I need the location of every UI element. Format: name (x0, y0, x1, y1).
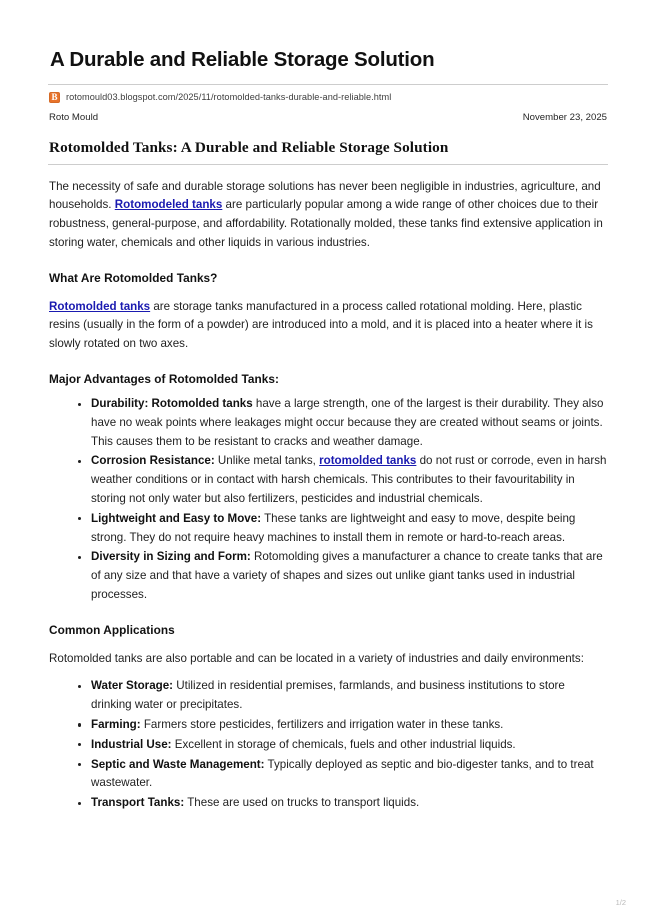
section-heading-advantages: Major Advantages of Rotomolded Tanks: (49, 372, 279, 387)
list-item-description-after-link: do not rust or corrode, even in harsh weather conditions or in contact with harsh chemicals. This contributes to their favouritability in storing not only water but also fertilizers, pesticides and industrial chemicals. (91, 454, 607, 505)
advantages-list (48, 395, 608, 605)
list-item (78, 677, 608, 715)
applications-list (48, 677, 608, 812)
list-item-term: Lightweight and Easy to Move: (91, 511, 262, 525)
section-heading-applications: Common Applications (49, 622, 175, 637)
intro-text-before-link: The necessity of safe and durable storage solutions has never been negligible in industries, agriculture, and households. (49, 179, 601, 212)
list-item-term: Corrosion Resistance: (91, 454, 215, 468)
list-item (78, 736, 608, 755)
list-item-description: Utilized in residential premises, farmlands, and business institutions to store drinking water or precipitates. (91, 679, 565, 712)
list-item (78, 794, 608, 813)
list-item-description: Typically deployed as septic and bio-digester tanks, and to treat wastewater. (91, 757, 594, 790)
what-are-text-after-link: are storage tanks manufactured in a process called rotational molding. Here, plastic resins (usually in the form of a powder) are introduced into a mold, and it is placed into a heater where it is slowly rotated on two axes. (49, 299, 593, 351)
list-item (78, 756, 608, 794)
list-item (78, 716, 608, 735)
list-item-description: Rotomolding gives a manufacturer a chance to create tanks that are of any size and that have a variety of shapes and sizes out unlike giant tanks used in industrial processes. (91, 550, 603, 601)
article-divider (48, 164, 608, 165)
list-item (78, 548, 608, 604)
article-body (48, 139, 608, 813)
article-heading: Rotomolded Tanks: A Durable and Reliable Storage Solution (49, 138, 449, 156)
list-item (78, 395, 608, 451)
list-item-term: Industrial Use: (91, 737, 172, 751)
byline-author: Roto Mould (49, 111, 99, 123)
intro-paragraph (49, 178, 607, 253)
list-item-term: Diversity in Sizing and Form: (91, 550, 251, 564)
rotomolded-tanks-link-corrosion[interactable]: rotomolded tanks (319, 454, 417, 468)
page-number: 1/2 (615, 898, 626, 907)
list-item-term: Water Storage: (91, 679, 174, 693)
list-item-term: Septic and Waste Management: (91, 757, 265, 771)
source-url: rotomould03.blogspot.com/2025/11/rotomolded-tanks-durable-and-reliable.html (66, 92, 392, 103)
list-item-term: Durability: Rotomolded tanks (91, 397, 253, 411)
list-item-description: Excellent in storage of chemicals, fuels and other industrial liquids. (171, 737, 516, 751)
list-item-description: These tanks are lightweight and easy to move, despite being strong. They do not require heavy machines to install them in remote or hard-to-reach areas. (91, 511, 576, 544)
list-item-description: have a large strength, one of the largest is their durability. They also have no weak points where leakages might occur because they are created without seams or joints. This causes them to be resistant to cracks and weather damage. (91, 397, 604, 448)
intro-text-after-link: are particularly popular among a wide range of other choices due to their robustness, general-purpose, and affordability. Rotationally molded, these tanks find extensive application in storing water, chemicals and other liquids in various industries. (49, 198, 603, 249)
source-url-row (49, 92, 608, 103)
page-title: A Durable and Reliable Storage Solution (50, 48, 435, 71)
favicon-letter: B (51, 91, 58, 102)
rotomodeled-tanks-link[interactable]: Rotomodeled tanks (114, 198, 223, 212)
what-are-paragraph (49, 298, 607, 354)
rotomolded-tanks-link[interactable]: Rotomolded tanks (49, 299, 151, 313)
blogger-favicon-icon (49, 92, 60, 103)
list-item-description: Farmers store pesticides, fertilizers and irrigation water in these tanks. (140, 717, 504, 731)
applications-paragraph: Rotomolded tanks are also portable and can be located in a variety of industries and daily environments: (49, 651, 584, 665)
header-divider-top (48, 84, 608, 85)
byline (49, 112, 607, 123)
list-item-description-before-link: Unlike metal tanks, (214, 454, 320, 468)
list-item-term: Transport Tanks: (91, 796, 185, 810)
list-item-description: These are used on trucks to transport liquids. (184, 796, 420, 810)
section-heading-what-are: What Are Rotomolded Tanks? (49, 270, 218, 285)
byline-date: November 23, 2025 (522, 111, 607, 123)
list-item-term: Farming: (91, 717, 141, 731)
list-item (78, 452, 608, 508)
list-item (78, 510, 608, 548)
